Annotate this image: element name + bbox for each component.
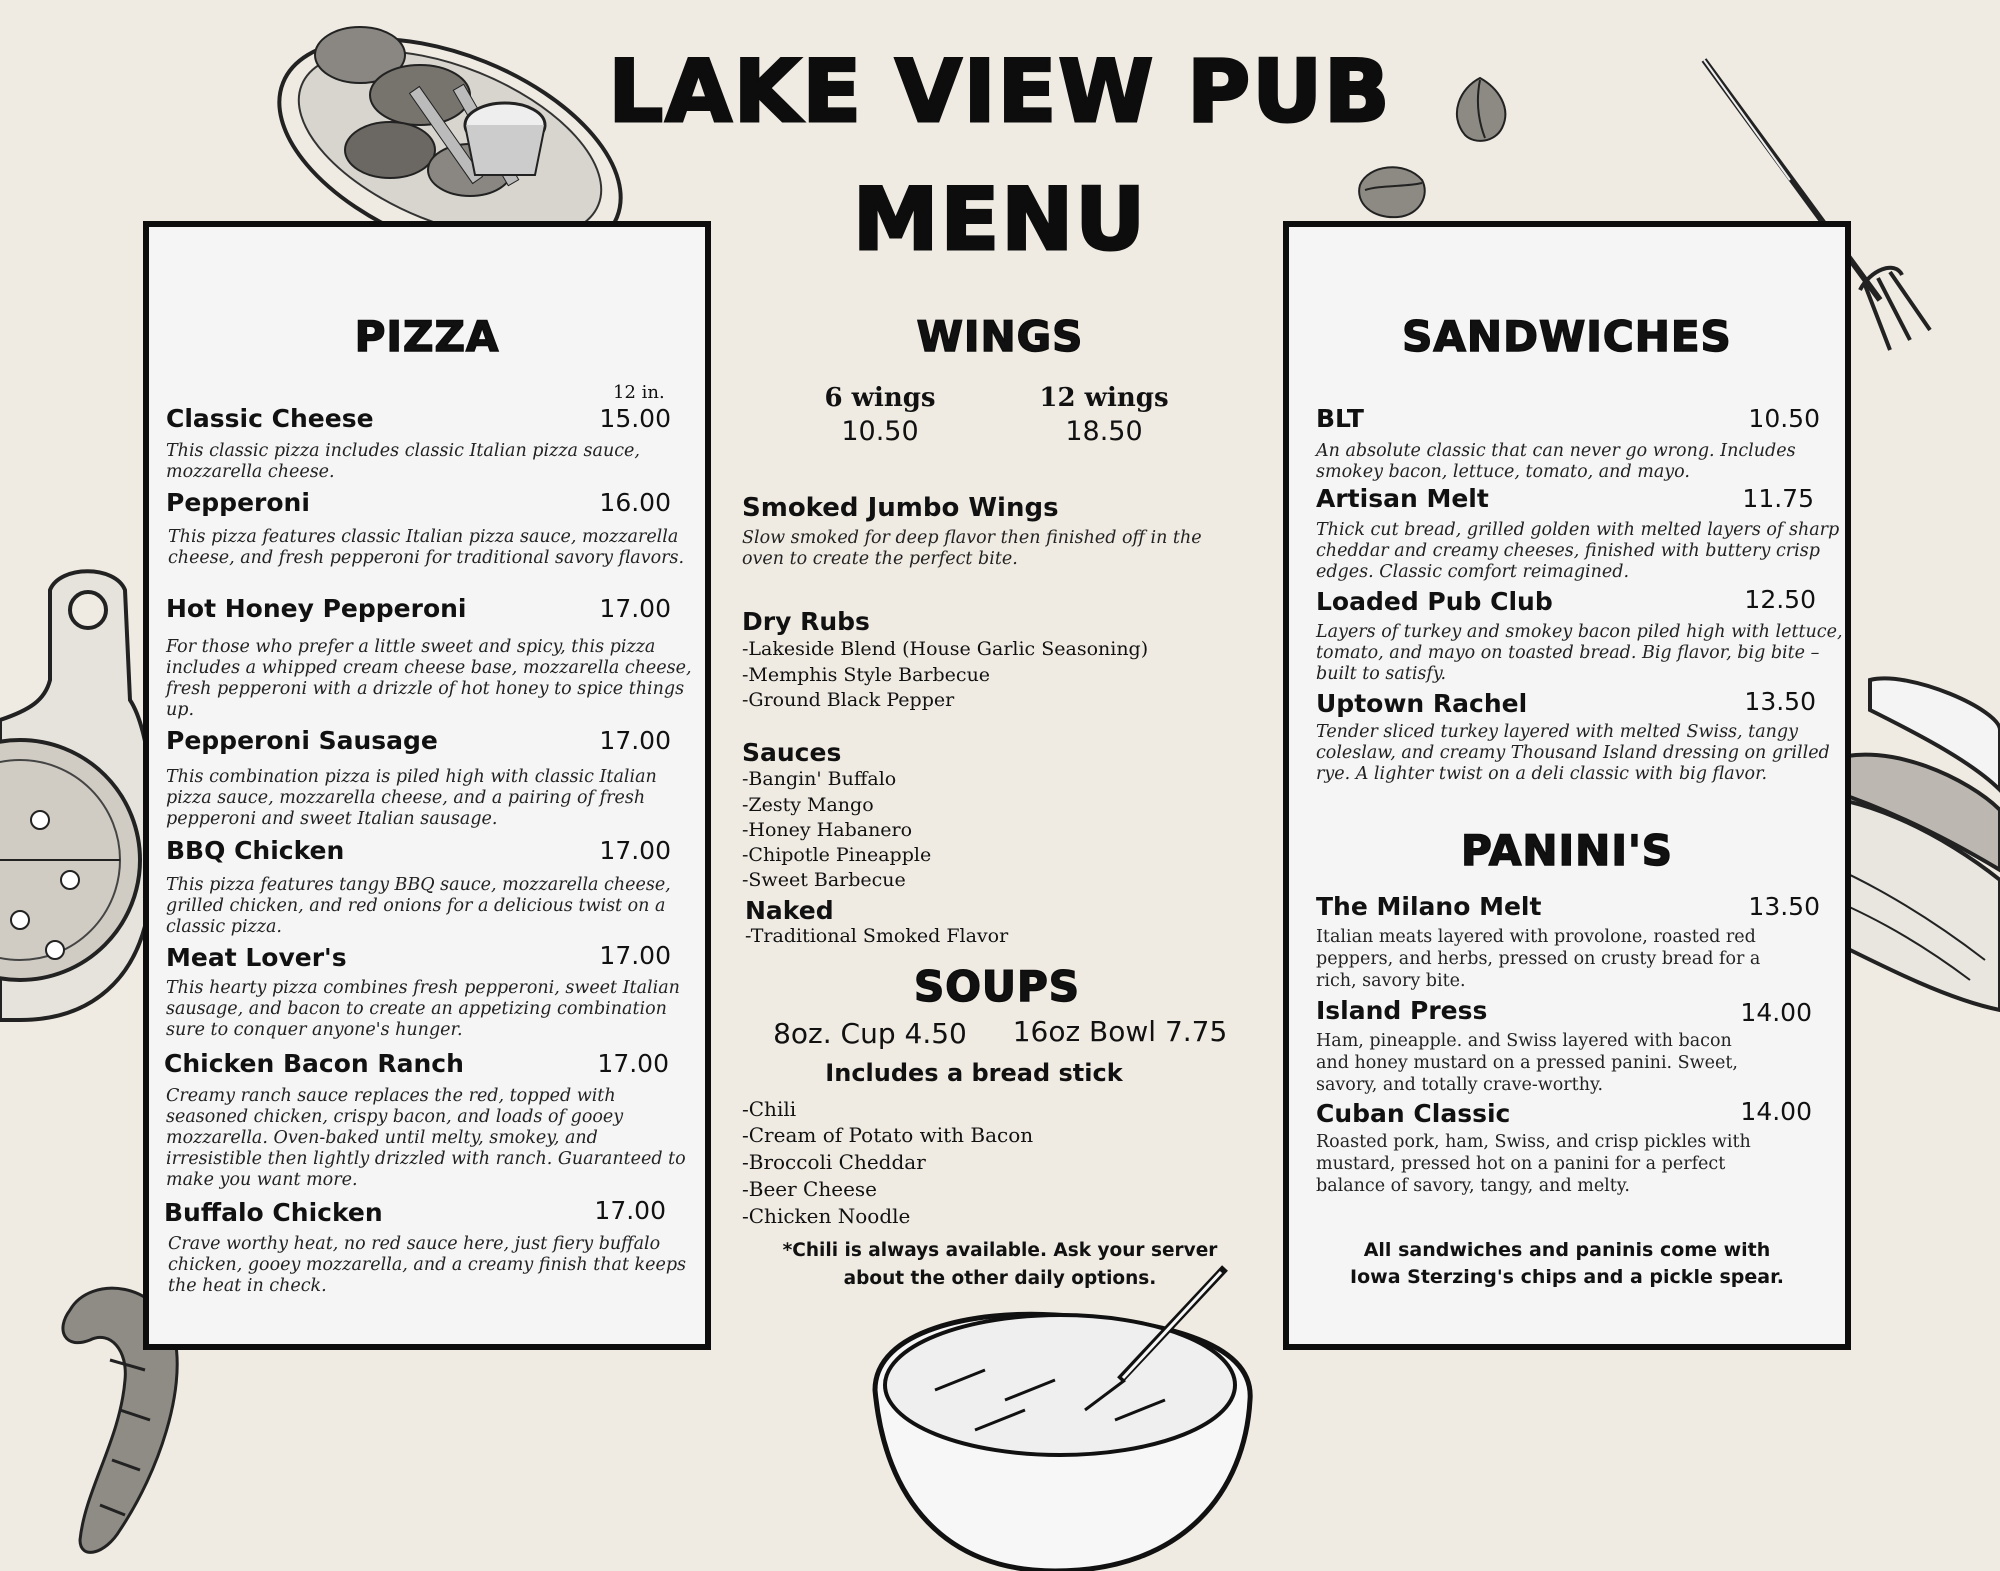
wings-heading: WINGS <box>916 312 1084 361</box>
menu-item-description: Tender sliced turkey layered with melted Swiss, tangy coleslaw, and creamy Thousand Island dressing on grilled rye. A lighter twist on a deli classic with big flavor. <box>1316 722 1830 784</box>
list-item: -Chipotle Pineapple <box>742 844 932 866</box>
menu-item-description: Crave worthy heat, no red sauce here, just fiery buffalo chicken, gooey mozzarella, and a creamy finish that keeps the heat in check. <box>168 1234 687 1296</box>
wings-item-name: Smoked Jumbo Wings <box>742 493 1059 523</box>
menu-item-name: Hot Honey Pepperoni <box>166 594 467 623</box>
menu-item-description: This combination pizza is piled high with classic Italian pizza sauce, mozzarella cheese, and a pairing of fresh pepperoni and sweet Italian sausage. <box>166 767 657 829</box>
menu-item-name: Buffalo Chicken <box>164 1198 383 1227</box>
menu-item-name: BLT <box>1316 404 1364 433</box>
menu-item-price: 16.00 <box>599 488 671 517</box>
menu-item-name: BBQ Chicken <box>166 836 345 865</box>
list-item: -Traditional Smoked Flavor <box>745 925 1009 947</box>
menu-item-name: Chicken Bacon Ranch <box>164 1049 464 1078</box>
menu-item-description: Italian meats layered with provolone, roasted red peppers, and herbs, pressed on crusty bread for a rich, savory bite. <box>1316 927 1761 991</box>
menu-item-description: Layers of turkey and smokey bacon piled high with lettuce, tomato, and mayo on toasted bread. Big flavor, big bite – built to satisfy. <box>1316 622 1843 684</box>
list-item: -Beer Cheese <box>742 1177 877 1201</box>
soup-bowl-price: 16oz Bowl 7.75 <box>1012 1015 1228 1048</box>
menu-item-price: 14.00 <box>1740 1097 1812 1126</box>
list-item: -Broccoli Cheddar <box>742 1150 926 1174</box>
menu-item-description: This hearty pizza combines fresh pepperoni, sweet Italian sausage, and bacon to create an appetizing combination sure to conquer anyone's hunger. <box>166 978 680 1040</box>
menu-item-description: Ham, pineapple. and Swiss layered with bacon and honey mustard on a pressed panini. Sweet, savory, and totally crave-worthy. <box>1316 1031 1738 1095</box>
paninis-heading: PANINI'S <box>1460 826 1674 875</box>
soup-cup-price: 8oz. Cup 4.50 <box>773 1017 967 1050</box>
sandwiches-heading: SANDWICHES <box>1402 312 1732 361</box>
list-item: -Ground Black Pepper <box>742 689 955 711</box>
menu-item-description: This classic pizza includes classic Italian pizza sauce, mozzarella cheese. <box>166 441 640 482</box>
sandwich-footer-note: All sandwiches and paninis come with <box>1363 1239 1771 1261</box>
page-subtitle: MENU <box>852 170 1148 270</box>
list-item: -Lakeside Blend (House Garlic Seasoning) <box>742 638 1149 660</box>
menu-item-name: Uptown Rachel <box>1316 689 1528 718</box>
list-item: -Chicken Noodle <box>742 1204 911 1228</box>
soup-note: about the other daily options. <box>843 1268 1157 1289</box>
menu-item-price: 17.00 <box>599 594 671 623</box>
menu-item-name: Classic Cheese <box>166 404 374 433</box>
list-item: -Cream of Potato with Bacon <box>742 1123 1034 1147</box>
menu-item-price: 17.00 <box>594 1196 666 1225</box>
menu-item-price: 17.00 <box>599 941 671 970</box>
menu-item-name: Meat Lover's <box>166 943 347 972</box>
menu-item-price: 13.50 <box>1748 892 1820 921</box>
list-item: -Memphis Style Barbecue <box>742 664 991 686</box>
menu-item-name: Island Press <box>1316 996 1488 1025</box>
menu-item-price: 11.75 <box>1742 484 1814 513</box>
pizza-heading: PIZZA <box>354 312 500 361</box>
wings-option-label: 12 wings <box>1039 383 1169 413</box>
sauces-heading: Sauces <box>742 738 842 767</box>
list-item: -Zesty Mango <box>742 794 874 816</box>
menu-item-price: 17.00 <box>599 726 671 755</box>
menu-item-price: 14.00 <box>1740 998 1812 1027</box>
menu-item-name: Pepperoni Sausage <box>166 726 438 755</box>
wings-option-price: 10.50 <box>841 416 919 447</box>
sandwich-footer-note: Iowa Sterzing's chips and a pickle spear. <box>1350 1266 1784 1288</box>
dry-rubs-heading: Dry Rubs <box>742 607 870 636</box>
menu-item-description: Creamy ranch sauce replaces the red, topped with seasoned chicken, crispy bacon, and loads of gooey mozzarella. Oven-baked until melty, smokey, and irresistible then lightly drizzled with ranch. Guaranteed to make you want more. <box>166 1086 686 1190</box>
pizza-size-label: 12 in. <box>613 382 665 403</box>
menu-item-name: Loaded Pub Club <box>1316 587 1553 616</box>
soup-bowl-illustration <box>855 1260 1255 1571</box>
menu-item-description: This pizza features tangy BBQ sauce, mozzarella cheese, grilled chicken, and red onions for a delicious twist on a classic pizza. <box>166 875 671 937</box>
list-item: -Bangin' Buffalo <box>742 768 897 790</box>
menu-item-name: Pepperoni <box>166 488 310 517</box>
menu-item-description: Roasted pork, ham, Swiss, and crisp pickles with mustard, pressed hot on a panini for a perfect balance of savory, tangy, and melty. <box>1316 1132 1751 1196</box>
menu-item-description: An absolute classic that can never go wrong. Includes smokey bacon, lettuce, tomato, and mayo. <box>1316 441 1796 482</box>
menu-item-description: Thick cut bread, grilled golden with melted layers of sharp cheddar and creamy cheeses, finished with buttery crisp edges. Classic comfort reimagined. <box>1316 520 1840 582</box>
menu-item-price: 15.00 <box>599 404 671 433</box>
wings-option-price: 18.50 <box>1065 416 1143 447</box>
menu-item-name: Artisan Melt <box>1316 484 1489 513</box>
soup-includes: Includes a bread stick <box>825 1059 1123 1087</box>
menu-item-price: 17.00 <box>597 1049 669 1078</box>
wings-option-label: 6 wings <box>824 383 936 413</box>
list-item: -Sweet Barbecue <box>742 869 906 891</box>
menu-item-description: For those who prefer a little sweet and spicy, this pizza includes a whipped cream cheese base, mozzarella cheese, fresh pepperoni with a drizzle of hot honey to spice things up. <box>166 637 692 720</box>
list-item: -Honey Habanero <box>742 819 913 841</box>
soups-heading: SOUPS <box>913 962 1081 1011</box>
naked-heading: Naked <box>745 896 834 925</box>
menu-item-name: Cuban Classic <box>1316 1099 1511 1128</box>
menu-item-price: 17.00 <box>599 836 671 865</box>
menu-item-price: 10.50 <box>1748 404 1820 433</box>
menu-item-name: The Milano Melt <box>1316 892 1542 921</box>
soup-note: *Chili is always available. Ask your server <box>782 1240 1218 1261</box>
wings-item-description: Slow smoked for deep flavor then finished off in the oven to create the perfect bite. <box>742 528 1202 569</box>
menu-item-price: 12.50 <box>1744 585 1816 614</box>
list-item: -Chili <box>742 1097 797 1121</box>
menu-item-price: 13.50 <box>1744 687 1816 716</box>
page-title: LAKE VIEW PUB <box>608 42 1392 142</box>
menu-item-description: This pizza features classic Italian pizza sauce, mozzarella cheese, and fresh pepperoni for traditional savory flavors. <box>168 527 685 568</box>
